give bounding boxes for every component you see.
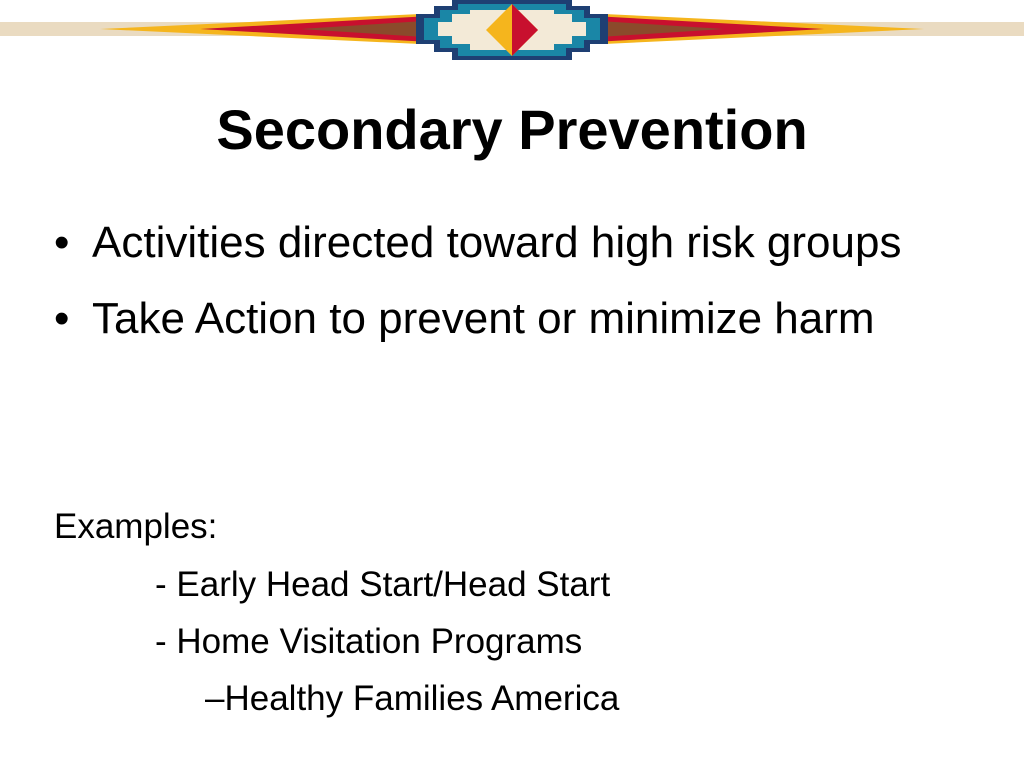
bullet-marker: • [54,294,70,343]
southwestern-banner [0,0,1024,64]
bullet-marker: • [54,218,70,267]
bullet-text: Activities directed toward high risk groups [92,218,902,267]
bullet-text: Take Action to prevent or minimize harm [92,294,875,343]
example-subitem: –Healthy Families America [205,679,620,718]
slide-title: Secondary Prevention [216,98,808,161]
bullet-item [54,214,934,272]
example-item: - Home Visitation Programs [155,622,583,661]
bullet-list [54,214,934,366]
examples-heading: Examples: [54,507,218,546]
bullet-item [54,290,934,348]
example-item: - Early Head Start/Head Start [155,565,611,604]
